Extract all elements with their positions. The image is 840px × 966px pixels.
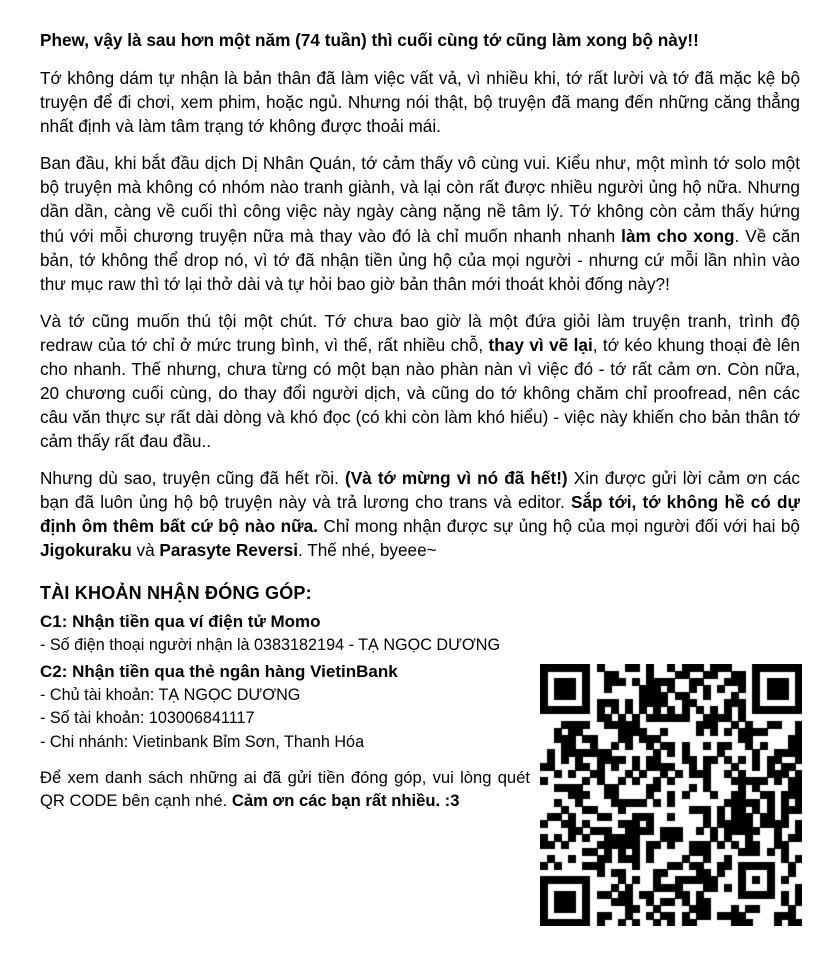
qr-code-container: [540, 664, 802, 926]
qr-code-image: [540, 664, 802, 926]
emphasis-run: (Và tớ mừng vì nó đã hết!): [344, 468, 568, 489]
closing-note: [40, 767, 530, 813]
text-run: Để xem danh sách những ai đã gửi tiền đóng góp, vui lòng quét QR CODE bên cạnh nhé.: [40, 768, 530, 810]
emphasis-run: Jigokuraku: [40, 540, 132, 561]
text-run: . Thế nhé, byeee~: [297, 540, 437, 561]
donation-method-1-title: C1: Nhận tiền qua ví điện tử Momo: [40, 611, 321, 631]
text-run: Nhưng dù sao, truyện cũng đã hết rồi.: [40, 468, 345, 489]
donation-method-2-line-3: - Chi nhánh: Vietinbank Bỉm Sơn, Thanh Hóa: [40, 732, 365, 751]
text-run: Chỉ mong nhận được sự ủng hộ của mọi người đối với hai bộ: [317, 516, 800, 537]
donation-method-2-line-1: - Chủ tài khoản: TẠ NGỌC DƯƠNG: [40, 685, 301, 704]
text-run: . Về căn bản, tớ không thể drop nó, vì tớ đã nhận tiền ủng hộ của mọi người - nhưng cứ mỗi lần nhìn vào thư mục raw thì tớ lại thở dài và tự hỏi bao giờ bản thân mới thoát khỏi đống này?!: [40, 225, 801, 294]
body-paragraph-1: [40, 66, 800, 138]
emphasis-run: làm cho xong: [621, 225, 735, 246]
emphasis-run: Sắp tới, tớ không hề có dự định ôm thêm bất cứ bộ nào nữa.: [40, 492, 800, 537]
text-run: Ban đầu, khi bắt đầu dịch Dị Nhân Quán, tớ cảm thấy vô cùng vui. Kiểu như, một mình tớ solo một bộ truyện mà không có nhóm nào tranh giành, và lại còn rất được nhiều người ủng hộ nữa. Nhưng dần dần, càng về cuối thì công việc này ngày càng nặng nề tâm lý. Tớ không còn cảm thấy hứng thú với mỗi chương truyện nữa mà thay vào đó là chỉ muốn nhanh nhanh: [40, 153, 800, 246]
emphasis-run: Parasyte Reversi: [159, 540, 298, 561]
donation-method-1-line-1: - Số điện thoại người nhận là 0383182194 - TẠ NGỌC DƯƠNG: [40, 635, 501, 654]
lead-paragraph: Phew, vậy là sau hơn một năm (74 tuần) thì cuối cùng tớ cũng làm xong bộ này!!: [40, 30, 699, 50]
donation-method-2-title: C2: Nhận tiền qua thẻ ngân hàng VietinBank: [40, 661, 398, 681]
donation-method-2-line-2: - Số tài khoản: 103006841117: [40, 709, 255, 728]
donation-details: [40, 612, 540, 754]
emphasis-run: thay vì vẽ lại: [488, 334, 593, 355]
body-paragraph-2: [40, 151, 800, 295]
emphasis-run: Cảm ơn các bạn rất nhiều. :3: [231, 790, 460, 810]
text-run: và: [131, 540, 160, 561]
body-paragraph-3: [40, 309, 800, 453]
text-run: Xin được gửi lời cảm ơn các bạn đã luôn ủng hộ bộ truyện này và trả lương cho trans và editor.: [40, 468, 801, 513]
body-paragraph-4: [40, 466, 800, 562]
text-run: , tớ kéo khung thoại đè lên cho nhanh. Thế nhưng, chưa từng có một bạn nào phàn nàn vì việc đó - tớ rất cảm ơn. Còn nữa, 20 chương cuối cùng, do thay đổi người dịch, và cũng do tớ không chăm chỉ proofread, nên các câu văn thực sự rất dài dòng và khó đọc (có khi còn làm khó hiểu) - việc này khiến cho bản thân tớ cảm thấy rất đau đầu..: [40, 334, 800, 452]
text-run: Và tớ cũng muốn thú tội một chút. Tớ chưa bao giờ là một đứa giỏi làm truyện tranh, trình độ redraw của tớ chỉ ở mức trung bình, vì thế, rất nhiều chỗ,: [40, 310, 800, 355]
donation-section-title: TÀI KHOẢN NHẬN ĐÓNG GÓP:: [40, 582, 312, 603]
text-run: Tớ không dám tự nhận là bản thân đã làm việc vất vả, vì nhiều khi, tớ rất lười và tớ đã mặc kệ bộ truyện để đi chơi, xem phim, hoặc ngủ. Nhưng nói thật, bộ truyện đã mang đến những căng thẳng nhất định và làm tâm trạng tớ không được thoải mái.: [40, 68, 800, 137]
